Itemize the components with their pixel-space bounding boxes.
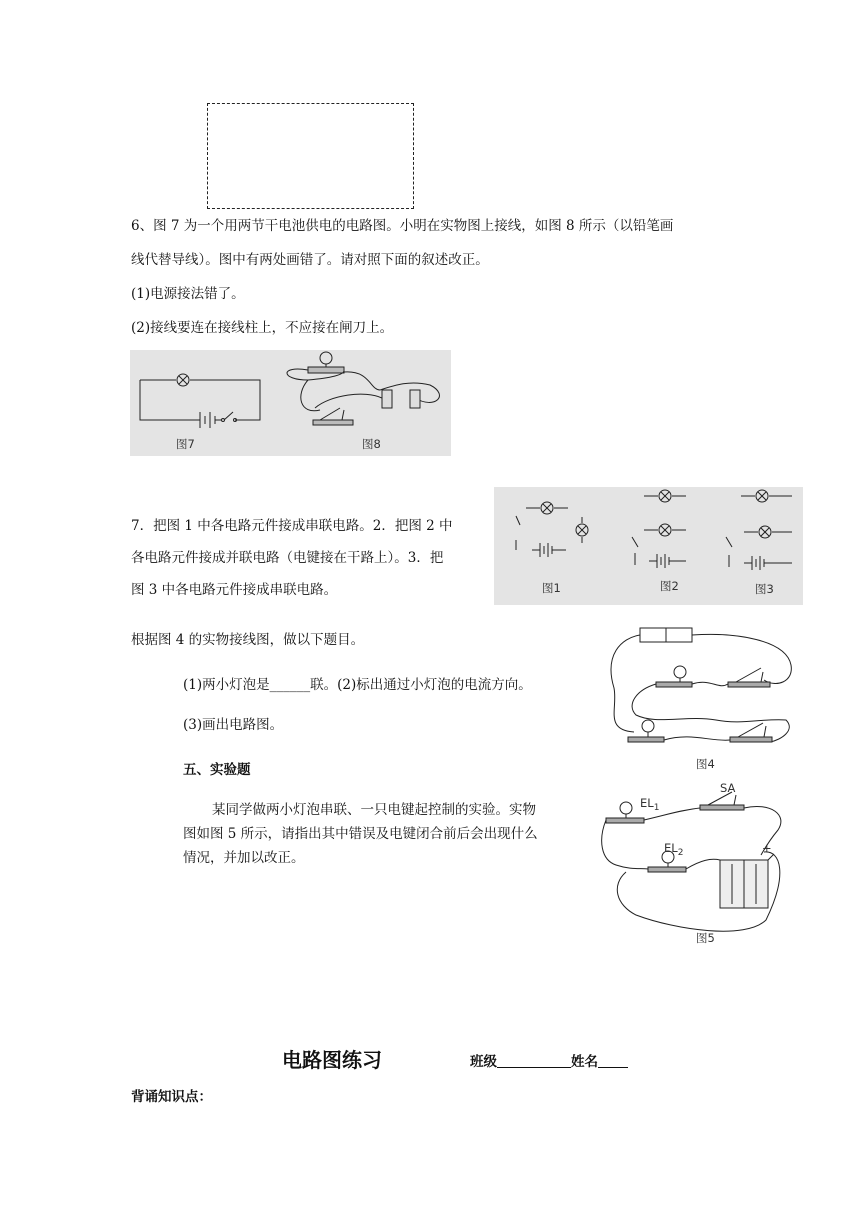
q6-line1: 6、图 7 为一个用两节干电池供电的电路图。小明在实物图上接线，如图 8 所示（以铅笔画 (131, 218, 674, 234)
fig4-intro: 根据图 4 的实物接线图，做以下题目。 (131, 632, 365, 648)
name-blank[interactable] (598, 1053, 628, 1068)
figure-7-8 (130, 350, 451, 456)
figure-4-drawing (596, 620, 796, 775)
recite-label: 背诵知识点： (131, 1089, 212, 1105)
class-blank[interactable] (497, 1053, 571, 1068)
el2-label: $EL_2$ (664, 841, 684, 858)
fig3-caption: 图3 (755, 582, 774, 596)
q7-line3: 图 3 中各电路元件接成串联电路。 (131, 582, 338, 598)
figure-4 (596, 620, 796, 775)
section5-para-line2: 图如图 5 所示，请指出其中错误及电键闭合前后会出现什么 (183, 826, 538, 842)
section5-heading: 五、实验题 (183, 762, 251, 778)
fig4-item1-blank[interactable]: ______ (269, 677, 311, 693)
fig4-item1-pre: (1)两小灯泡是 (183, 677, 270, 693)
sa-label: SA (720, 781, 736, 795)
q7-line2: 各电路元件接成并联电路（电键接在干路上）。3．把 (131, 550, 444, 566)
figure-7-8-drawing (130, 350, 451, 456)
fig4-caption: 图4 (696, 757, 715, 771)
class-name-row (470, 1050, 628, 1070)
figure-5-drawing (596, 780, 796, 950)
fig5-caption: 图5 (696, 931, 715, 945)
worksheet-title: 电路图练习 (282, 1048, 382, 1072)
fig2-caption: 图2 (660, 579, 679, 593)
figure-5 (596, 780, 796, 950)
figure-1-2-3 (494, 487, 803, 605)
fig4-item3: (3)画出电路图。 (183, 717, 284, 733)
q6-item1: (1)电源接法错了。 (131, 286, 245, 302)
fig1-caption: 图1 (542, 581, 561, 595)
section5-para-line3: 情况，并加以改正。 (183, 850, 305, 866)
fig4-item1 (183, 673, 532, 693)
q6-line2: 线代替导线）。图中有两处画错了。请对照下面的叙述改正。 (131, 252, 489, 268)
q6-item2: (2)接线要连在接线柱上，不应接在闸刀上。 (131, 320, 394, 336)
fig8-caption: 图8 (362, 437, 381, 451)
figure-1-2-3-drawing (494, 487, 803, 605)
answer-box (207, 103, 414, 209)
q7-line1: 7．把图 1 中各电路元件接成串联电路。2．把图 2 中 (131, 518, 453, 534)
fig4-item1-post: 联。(2)标出通过小灯泡的电流方向。 (310, 677, 532, 693)
plus-label: + (762, 841, 772, 855)
name-label: 姓名 (571, 1054, 598, 1070)
fig7-caption: 图7 (176, 437, 195, 451)
class-label: 班级 (470, 1054, 497, 1070)
el1-label: $EL_1$ (640, 796, 660, 813)
section5-para-line1: 某同学做两小灯泡串联、一只电键起控制的实验。实物 (212, 802, 536, 818)
